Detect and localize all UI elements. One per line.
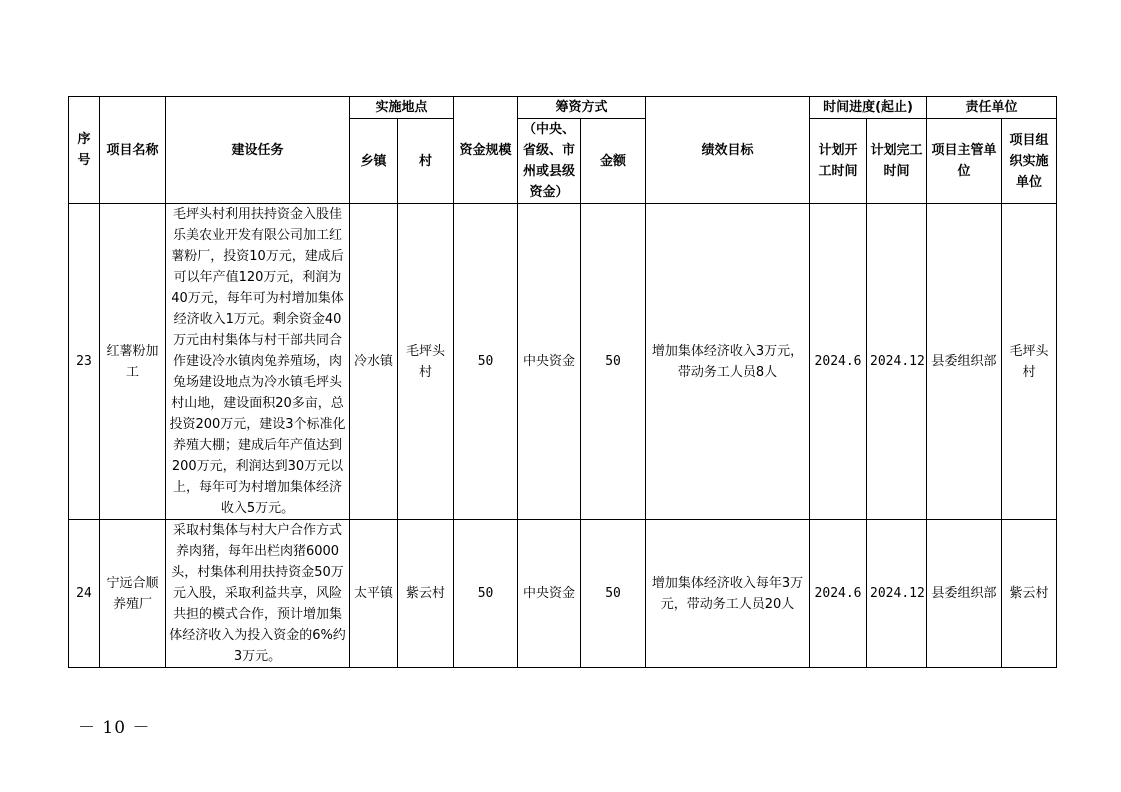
cell-dept: 县委组织部: [927, 204, 1002, 520]
cell-end-time: 2024.12: [867, 520, 927, 668]
header-responsible: 责任单位: [927, 97, 1057, 119]
header-location: 实施地点: [350, 97, 454, 119]
header-scale: 资金规模: [454, 97, 518, 204]
cell-project-name: 宁远合顺养殖厂: [100, 520, 166, 668]
header-start-time: 计划开工时间: [810, 119, 867, 204]
cell-goal: 增加集体经济收入每年3万元，带动务工人员20人: [646, 520, 810, 668]
header-impl: 项目组织实施单位: [1002, 119, 1057, 204]
cell-impl: 毛坪头村: [1002, 204, 1057, 520]
header-funding: 筹资方式: [518, 97, 646, 119]
cell-start-time: 2024.6: [810, 520, 867, 668]
header-dept: 项目主管单位: [927, 119, 1002, 204]
cell-source: 中央资金: [518, 204, 581, 520]
cell-impl: 紫云村: [1002, 520, 1057, 668]
cell-amount: 50: [581, 204, 646, 520]
cell-village: 毛坪头村: [398, 204, 454, 520]
cell-township: 冷水镇: [350, 204, 398, 520]
header-township: 乡镇: [350, 119, 398, 204]
header-end-time: 计划完工时间: [867, 119, 927, 204]
header-row-1: [69, 97, 1057, 119]
header-schedule: 时间进度(起止): [810, 97, 927, 119]
cell-task: 采取村集体与村大户合作方式养肉猪，每年出栏肉猪6000头，村集体利用扶持资金50万元入股，采取利益共享，风险共担的模式合作，预计增加集体经济收入为投入资金的6%约3万元。: [166, 520, 350, 668]
cell-dept: 县委组织部: [927, 520, 1002, 668]
cell-seq: 24: [69, 520, 100, 668]
header-project-name: 项目名称: [100, 97, 166, 204]
header-task: 建设任务: [166, 97, 350, 204]
header-goal: 绩效目标: [646, 97, 810, 204]
table-row: [69, 520, 1057, 668]
cell-amount: 50: [581, 520, 646, 668]
cell-scale: 50: [454, 520, 518, 668]
cell-task: 毛坪头村利用扶持资金入股佳乐美农业开发有限公司加工红薯粉厂，投资10万元，建成后可以年产值120万元，利润为40万元，每年可为村增加集体经济收入1万元。剩余资金40万元由村集体与村干部共同合作建设冷水镇肉兔养殖场，肉兔场建设地点为冷水镇毛坪头村山地，建设面积20多亩，总投资200万元，建设3个标准化养殖大棚；建成后年产值达到200万元，利润达到30万元以上，每年可为村增加集体经济收入5万元。: [166, 204, 350, 520]
cell-project-name: 红薯粉加工: [100, 204, 166, 520]
cell-start-time: 2024.6: [810, 204, 867, 520]
cell-seq: 23: [69, 204, 100, 520]
cell-village: 紫云村: [398, 520, 454, 668]
project-table: [68, 96, 1057, 668]
table-row: [69, 204, 1057, 520]
cell-end-time: 2024.12: [867, 204, 927, 520]
cell-source: 中央资金: [518, 520, 581, 668]
page-number: － 10 －: [78, 718, 151, 738]
header-seq: 序号: [69, 97, 100, 204]
header-amount: 金额: [581, 119, 646, 204]
header-source: （中央、省级、市州或县级资金）: [518, 119, 581, 204]
cell-scale: 50: [454, 204, 518, 520]
cell-township: 太平镇: [350, 520, 398, 668]
header-village: 村: [398, 119, 454, 204]
cell-goal: 增加集体经济收入3万元，带动务工人员8人: [646, 204, 810, 520]
